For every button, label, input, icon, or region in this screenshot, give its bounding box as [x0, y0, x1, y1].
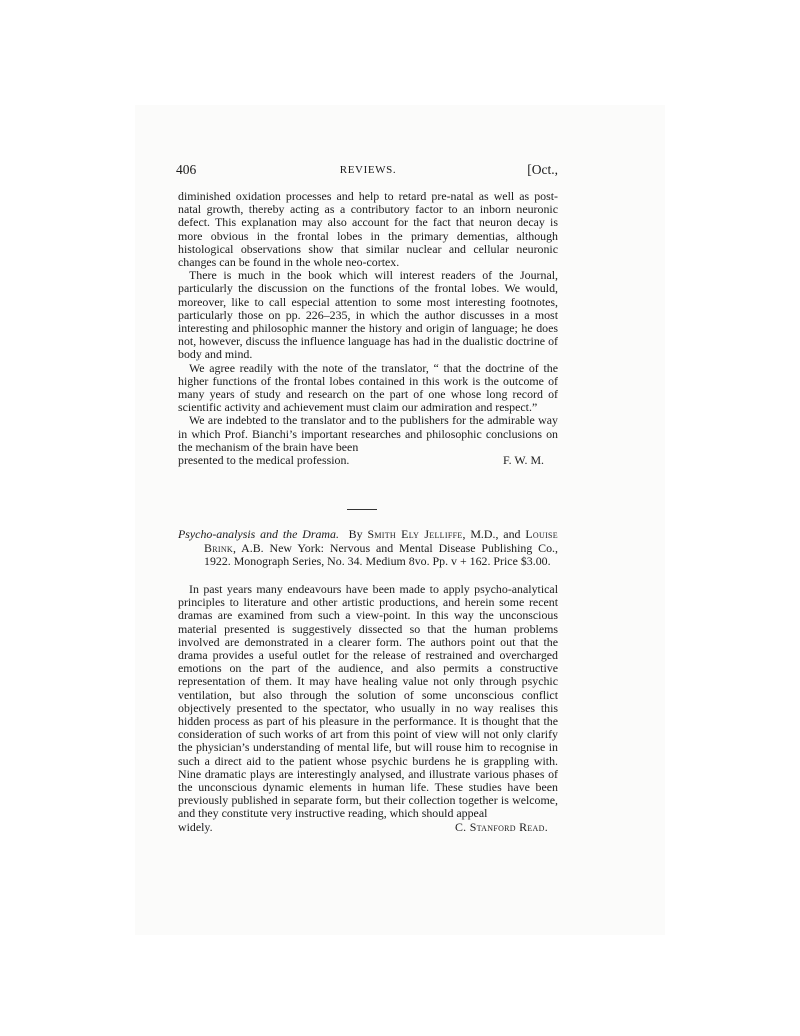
review-drama — [178, 583, 558, 834]
page-number: 406 — [176, 162, 197, 177]
closing-line — [178, 821, 558, 834]
closing-text: widely. — [178, 819, 213, 834]
issue-date: [Oct., — [527, 162, 558, 177]
paragraph: We agree readily with the note of the translator, “ that the doctrine of the higher functions of the frontal lobes contained in this work is the outcome of many years of study and research on the part of one whose long record of scientific activity and achievement must claim our admiration and respect.” — [178, 360, 558, 415]
section-divider — [347, 509, 377, 510]
paragraph: We are indebted to the translator and to the publishers for the admirable way in which Prof. Bianchi’s important researches and philosophic conclusions on the mechanism of the brain have been — [178, 413, 558, 454]
reviewer-signature: F. W. M. — [502, 453, 544, 468]
paragraph: There is much in the book which will interest readers of the Journal, particularly the discussion on the functions of the frontal lobes. We would, moreover, like to call especial attention to some most interesting footnotes, particularly those on pp. 226–235, in which the author discusses in a most interesting and philosophic manner the history and origin of language; he does not, however, discuss the influence language has had in the dualistic doctrine of body and mind. — [178, 268, 558, 362]
reviewer-signature: C. Stanford Read. — [454, 819, 548, 834]
publication-details: , A.B. New York: Nervous and Mental Disease Publishing Co., 1922. Monograph Series, No. 34. Medium 8vo. Pp. v + 162. Price $3.00. — [204, 540, 558, 569]
by-word: By — [348, 527, 363, 541]
paragraph: In past years many endeavours have been made to apply psycho-analytical principles to literature and other artistic productions, and herein some recent dramas are examined from such a view-point. In this way the unconscious material presented is suggestively dissected so that the human problems involved are demonstrated in a clearer form. The authors point out that the drama provides a useful outlet for the release of restrained and overcharged emotions on the part of the audience, and also permits a constructive representation of them. It may have healing value not only through psychic ventilation, but also through the solution of some unconscious conflict objectively presented to the spectator, who usually in no way realises this hidden process as part of his pleasure in the performance. It is thought that the consideration of such works of art from this point of view will not only clarify the physician’s understanding of mental life, but will rouse him to recognise in such a direct aid to the patient whose psychic burdens he is grappling with. Nine dramatic plays are interestingly analysed, and illustrate various phases of the unconscious dynamic elements in human life. These studies have been previously published in separate form, but their collection together is welcome, and they constitute very instructive reading, which should appeal — [178, 582, 558, 821]
closing-text: presented to the medical profession. — [178, 453, 350, 468]
book-title: Psycho-analysis and the Drama. — [178, 527, 339, 541]
section-title: REVIEWS. — [339, 164, 397, 176]
author-name: Louise Brink — [204, 527, 558, 555]
paragraph: diminished oxidation processes and help to retard pre-natal as well as post-natal growth, thereby acting as a contributory factor to an inborn neuronic defect. This explanation may also account for the fact that neuron decay is more obvious in the frontal lobes in the primary dementias, although histological observations show that similar nuclear and cellular neuronic changes can be found in the whole neo-cortex. — [178, 189, 558, 270]
author-name: Smith Ely Jelliffe — [367, 527, 463, 541]
book-citation — [178, 528, 558, 569]
author-degree: , M.D., and — [462, 527, 521, 541]
review-fwm — [178, 190, 558, 467]
closing-line — [178, 454, 558, 467]
running-header — [178, 162, 558, 182]
